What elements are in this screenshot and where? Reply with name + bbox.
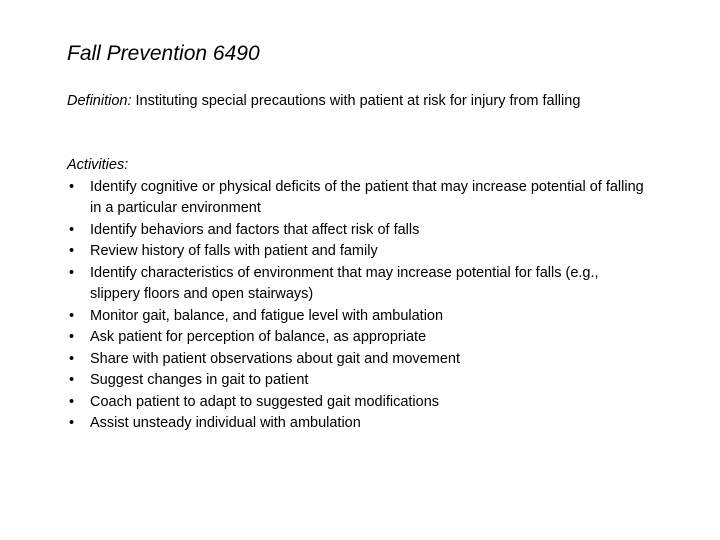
bullet-icon: • xyxy=(69,393,75,410)
bullet-icon: • xyxy=(69,415,75,431)
activity-text: Share with patient observations about gait and movement xyxy=(90,350,460,367)
bullet-icon: • xyxy=(69,178,75,195)
list-item xyxy=(67,370,647,392)
activities-label: Activities: xyxy=(67,157,129,173)
list-item xyxy=(67,177,647,220)
bullet-icon: • xyxy=(69,307,75,324)
activity-text: Suggest changes in gait to patient xyxy=(90,372,309,388)
list-item xyxy=(67,220,647,242)
activity-list xyxy=(67,177,647,435)
bullet-icon: • xyxy=(69,372,75,388)
definition-label: Definition: xyxy=(67,93,132,109)
activity-text: Coach patient to adapt to suggested gait modifications xyxy=(90,393,440,410)
page-title: Fall Prevention 6490 xyxy=(67,42,260,65)
list-item xyxy=(67,392,647,414)
activity-text: Identify characteristics of environment that may increase potential for falls (e.g., slippery floors and open stairways) xyxy=(90,264,599,302)
bullet-icon: • xyxy=(69,329,75,345)
bullet-icon: • xyxy=(69,350,75,367)
activity-text: Identify cognitive or physical deficits of the patient that may increase potential of falling in a particular environment xyxy=(90,178,644,216)
activity-text: Review history of falls with patient and family xyxy=(90,243,378,259)
activities-section xyxy=(67,155,647,435)
activity-text: Ask patient for perception of balance, as appropriate xyxy=(90,329,427,345)
list-item xyxy=(67,263,647,306)
list-item xyxy=(67,241,647,263)
bullet-icon: • xyxy=(69,264,75,281)
definition-text: Instituting special precautions with patient at risk for injury from falling xyxy=(131,93,581,109)
activity-text: Identify behaviors and factors that affect risk of falls xyxy=(90,221,420,238)
list-item xyxy=(67,306,647,328)
bullet-icon: • xyxy=(69,221,75,238)
activity-text: Assist unsteady individual with ambulation xyxy=(90,415,361,431)
definition-paragraph xyxy=(67,91,637,113)
activity-text: Monitor gait, balance, and fatigue level with ambulation xyxy=(90,307,444,324)
list-item xyxy=(67,349,647,371)
list-item xyxy=(67,413,647,435)
list-item xyxy=(67,327,647,349)
bullet-icon: • xyxy=(69,243,75,259)
